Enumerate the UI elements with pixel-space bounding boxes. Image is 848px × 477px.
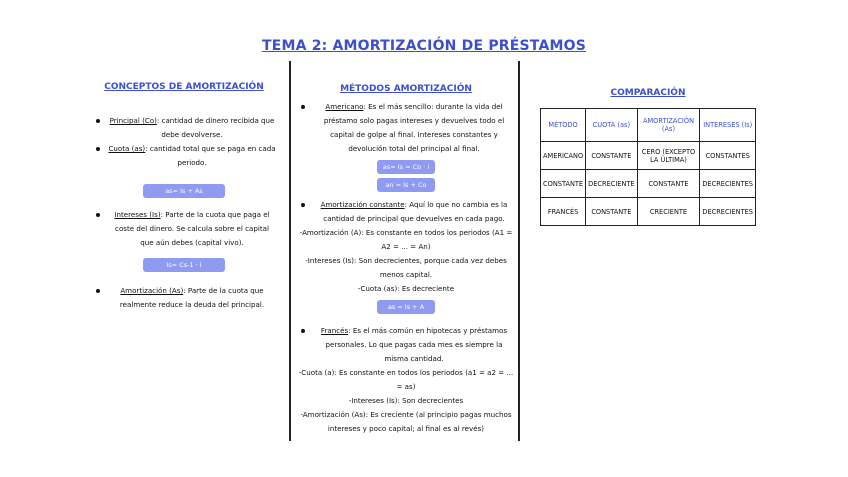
- principal-definition: : cantidad de dinero recibida que debe devolverse.: [156, 116, 275, 139]
- cuota-definition: : cantidad total que se paga en cada periodo.: [145, 144, 276, 167]
- frances-definition: : Es el más común en hipotecas y préstamos personales. Lo que pagas cada mes es siempre la misma cantidad.: [325, 326, 508, 363]
- table-cell: DECRECIENTES: [700, 170, 756, 198]
- table-cell: CONSTANTE: [586, 142, 637, 170]
- header-cuota: CUOTA (as): [586, 109, 637, 142]
- constante-cuota: -Cuota (as): Es decreciente: [357, 284, 455, 293]
- concepts-column: [92, 82, 276, 312]
- formula-intereses: Is= Cs-1 · i: [143, 258, 225, 272]
- americano-term: Americano: [325, 102, 364, 111]
- table-cell: CERO (EXCEPTO LA ÚLTIMA): [637, 142, 700, 170]
- frances-term: Francés: [320, 326, 349, 335]
- constante-amortizacion: -Amortización (A): Es constante en todos los periodos (A1 = A2 = ... = An): [299, 228, 513, 251]
- comparison-table: [540, 108, 756, 226]
- constante-term: Amortización constante: [320, 200, 405, 209]
- header-intereses: INTERESES (Is): [700, 109, 756, 142]
- methods-column: [297, 84, 515, 436]
- amortizacion-term: Amortización (As): [120, 286, 184, 295]
- cuota-bullet: [92, 142, 276, 170]
- principal-bullet: [92, 114, 276, 142]
- table-header-row: [541, 109, 756, 142]
- frances-cuota: -Cuota (a): Es constante en todos los periodos (a1 = a2 = ... = as): [298, 368, 514, 391]
- header-metodo: MÉTODO: [541, 109, 586, 142]
- comparison-column: [536, 82, 760, 226]
- methods-heading: MÉTODOS AMORTIZACIÓN: [340, 84, 472, 94]
- table-cell: FRANCÉS: [541, 198, 586, 226]
- table-row: [541, 170, 756, 198]
- formula-constante: as = Is + A: [377, 300, 435, 314]
- intereses-term: Intereses (Is): [114, 210, 161, 219]
- constante-intereses: -Intereses (Is): Son decrecientes, porque cada vez debes menos capital.: [305, 256, 507, 279]
- principal-term: Principal (Co): [109, 116, 157, 125]
- divider-left: [289, 61, 291, 441]
- comparison-heading: COMPARACIÓN: [610, 88, 686, 98]
- table-cell: CONSTANTE: [541, 170, 586, 198]
- table-cell: CRECIENTE: [637, 198, 700, 226]
- intereses-definition: : Parte de la cuota que paga el coste del dinero. Se calcula sobre el capital que aún debes (capital vivo).: [115, 210, 270, 247]
- divider-right: [518, 61, 520, 441]
- formula-americano-2: an = Is + Co: [377, 178, 435, 192]
- table-cell: DECRECIENTE: [586, 170, 637, 198]
- cuota-term: Cuota (as): [108, 144, 146, 153]
- frances-intereses: -Intereses (Is): Son decrecientes: [348, 396, 464, 405]
- header-amortizacion: AMORTIZACIÓN (As): [637, 109, 700, 142]
- constante-definition: : Aquí lo que no cambia es la cantidad de principal que devuelves en cada pago.: [323, 200, 508, 223]
- page-title: TEMA 2: AMORTIZACIÓN DE PRÉSTAMOS: [261, 38, 587, 54]
- table-row: [541, 142, 756, 170]
- amortizacion-bullet: [92, 284, 276, 312]
- formula-cuota: as= Is + As: [143, 184, 225, 198]
- concepts-heading: CONCEPTOS DE AMORTIZACIÓN: [104, 82, 264, 92]
- amortizacion-definition: : Parte de la cuota que realmente reduce la deuda del principal.: [119, 286, 265, 309]
- intereses-bullet: [92, 208, 276, 250]
- table-cell: AMERICANO: [541, 142, 586, 170]
- table-cell: CONSTANTE: [586, 198, 637, 226]
- table-row: [541, 198, 756, 226]
- americano-definition: : Es el más sencillo: durante la vida del préstamo solo pagas intereses y devuelves todo el capital de golpe al final. Intereses constantes y devolución total del principal al final.: [323, 102, 505, 153]
- formula-americano-1: as= Is = Co · i: [377, 160, 435, 174]
- table-cell: DECRECIENTES: [700, 198, 756, 226]
- constante-bullet: [297, 198, 515, 226]
- frances-bullet: [297, 324, 515, 366]
- table-cell: CONSTANTES: [700, 142, 756, 170]
- americano-bullet: [297, 100, 515, 156]
- frances-amortizacion: -Amortización (As): Es creciente (al principio pagas muchos intereses y poco capital; al final es al revés): [300, 410, 512, 433]
- table-cell: CONSTANTE: [637, 170, 700, 198]
